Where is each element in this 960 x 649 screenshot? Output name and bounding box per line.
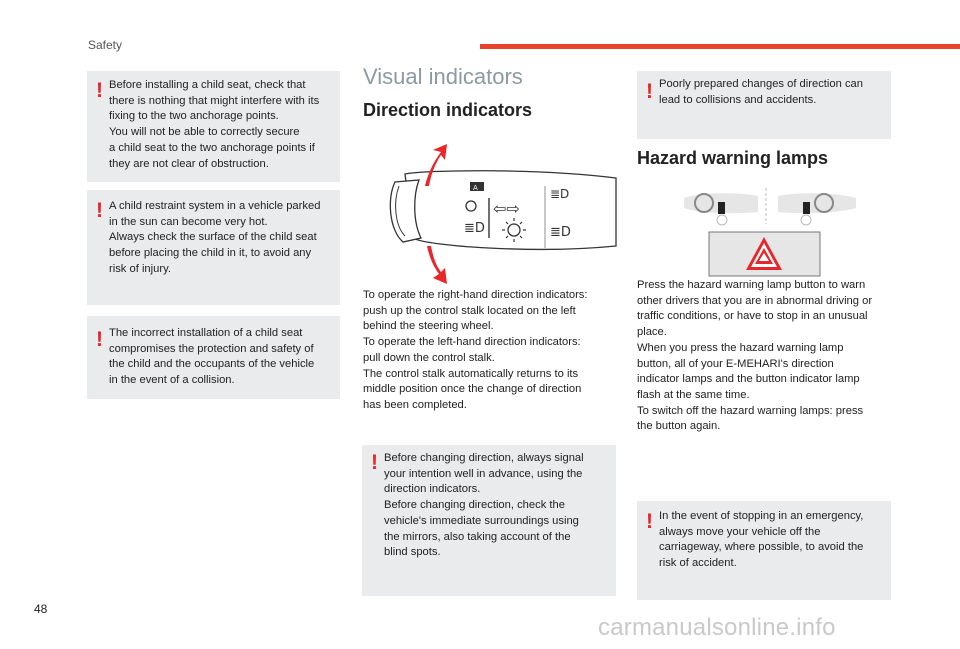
headlamp-flash-icon <box>550 187 569 201</box>
watermark: carmanualsonline.info <box>598 614 836 641</box>
control-stalk-illustration <box>385 138 617 288</box>
direction-indicators-text: To operate the right-hand direction indicators: push up the control stalk located on the left behind the steering wheel. To operate the left-hand direction indicators: pull down the control stalk. The control stalk automatically returns to its middle position once the change of direction has been completed. <box>363 289 588 411</box>
warning-box-poor-changes <box>637 71 891 139</box>
warning-icon: ! <box>371 451 378 474</box>
warning-text: Before changing direction, always signal your intention well in advance, using the direction indicators. Before changing direction, check the vehicle's immediate surroundings using the mirrors, also taking account of the blind spots. <box>384 452 584 559</box>
warning-icon: ! <box>96 199 103 222</box>
warning-text: Before installing a child seat, check that there is nothing that might interfere with its fixing to the two anchorage points. You will not be able to correctly secure a child seat to the two anchorage points if they are not clear of obstruction. <box>109 79 320 170</box>
warning-box-incorrect-install <box>87 316 340 399</box>
main-beam-icon <box>550 225 571 240</box>
page-number: 48 <box>34 602 48 616</box>
svg-text:≣D: ≣D <box>550 225 571 240</box>
warning-box-signal-advance <box>362 445 616 596</box>
dipped-beam-icon <box>464 221 485 236</box>
dashboard-left-panel <box>684 193 758 225</box>
warning-text: Poorly prepared changes of direction can lead to collisions and accidents. <box>659 78 863 106</box>
hazard-warning-title: Hazard warning lamps <box>637 148 829 168</box>
warning-icon: ! <box>646 510 653 533</box>
section-title: Visual indicators <box>363 64 523 89</box>
warning-icon: ! <box>646 80 653 103</box>
warning-text: A child restraint system in a vehicle parked in the sun can become very hot. Always check the surface of the child seat before placing the child in it, to avoid any risk of injury. <box>109 200 321 275</box>
svg-text:⇦⇨: ⇦⇨ <box>493 199 520 218</box>
warning-box-seat-obstruction <box>87 71 340 182</box>
indicator-arrows-icon <box>493 199 520 218</box>
svg-text:≣D: ≣D <box>464 221 485 236</box>
warning-text: The incorrect installation of a child seat compromises the protection and safety of the child and the occupants of the vehicle in the event of a collision. <box>109 327 315 387</box>
down-arrow-icon <box>427 246 447 284</box>
section-label: Safety <box>88 38 123 52</box>
direction-indicators-title: Direction indicators <box>363 100 533 120</box>
warning-box-sun-parked <box>87 190 340 305</box>
header-accent-bar <box>480 44 960 49</box>
warning-box-emergency-stop <box>637 501 891 600</box>
auto-lamp-icon <box>470 182 484 192</box>
warning-text: In the event of stopping in an emergency, always move your vehicle off the carriageway, where possible, to avoid the risk of accident. <box>659 510 864 570</box>
warning-icon: ! <box>96 328 103 351</box>
dashboard-right-panel <box>778 193 856 225</box>
warning-icon: ! <box>96 79 103 102</box>
hazard-warning-text: Press the hazard warning lamp button to warn other drivers that you are in abnormal driving or traffic conditions, or have to stop in an unusual place. When you press the hazard warning lamp button, all of your E-MEHARI's direction indicator lamps and the button indicator lamp flash at the same time. To switch off the hazard warning lamps: press the button again. <box>637 279 873 433</box>
hazard-button-illustration <box>680 184 860 278</box>
svg-text:≣D: ≣D <box>550 187 570 201</box>
svg-text:A: A <box>473 184 478 192</box>
